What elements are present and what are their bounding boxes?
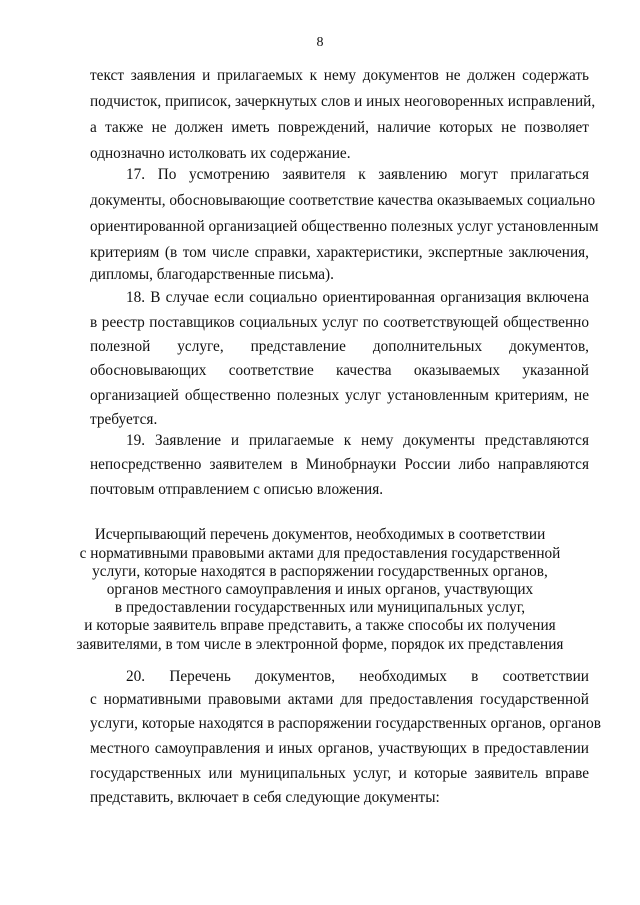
text-line: государственных или муниципальных услуг, и которые заявитель вправе	[90, 765, 589, 782]
text-line: в реестр поставщиков социальных услуг по соответствующей общественно	[90, 314, 589, 331]
text-line: представить, включает в себя следующие документы:	[90, 789, 440, 806]
page-number: 8	[316, 35, 324, 50]
text-line: организацией общественно полезных услуг установленным критериям, не	[90, 387, 589, 404]
section-heading-line: органов местного самоуправления и иных органов, участвующих	[106, 581, 534, 598]
paragraph-19-first-line: 19. Заявление и прилагаемые к нему документы представляются	[126, 432, 589, 449]
text-line: документы, обосновывающие соответствие качества оказываемых социально	[90, 192, 596, 209]
text-line: полезной услуге, представление дополнительных документов,	[90, 338, 589, 355]
section-heading-line: Исчерпывающий перечень документов, необходимых в соответствии	[94, 526, 546, 543]
text-line: услуги, которые находятся в распоряжении государственных органов, органов	[90, 715, 601, 732]
text-line: однозначно истолковать их содержание.	[90, 145, 351, 162]
text-line: а также не должен иметь повреждений, наличие которых не позволяет	[90, 119, 589, 136]
text-line: подчисток, приписок, зачеркнутых слов и иных неоговоренных исправлений,	[90, 93, 596, 110]
section-heading-line: с нормативными правовыми актами для предоставления государственной	[79, 545, 561, 562]
paragraph-17-first-line: 17. По усмотрению заявителя к заявлению могут прилагаться	[126, 166, 589, 183]
section-heading-line: заявителями, в том числе в электронной форме, порядок их представления	[76, 636, 564, 653]
text-line: непосредственно заявителем в Минобрнауки России либо направляются	[90, 456, 589, 473]
paragraph-18-first-line: 18. В случае если социально ориентированная организация включена	[126, 289, 589, 306]
text-line: обосновывающих соответствие качества оказываемых указанной	[90, 362, 589, 379]
section-heading-line: и которые заявитель вправе представить, а также способы их получения	[84, 617, 556, 634]
paragraph-20-first-line: 20. Перечень документов, необходимых в соответствии	[126, 668, 589, 685]
text-line: с нормативными правовыми актами для предоставления государственной	[90, 691, 589, 708]
section-heading-line: в предоставлении государственных или муниципальных услуг,	[114, 599, 526, 616]
text-line: критериям (в том числе справки, характеристики, экспертные заключения,	[90, 244, 589, 261]
section-heading-line: услуги, которые находятся в распоряжении государственных органов,	[92, 563, 548, 580]
text-line: местного самоуправления и иных органов, участвующих в предоставлении	[90, 740, 589, 757]
text-line: дипломы, благодарственные письма).	[90, 266, 334, 283]
text-line: ориентированной организацией общественно полезных услуг установленным	[90, 218, 599, 235]
text-line: текст заявления и прилагаемых к нему документов не должен содержать	[90, 67, 589, 84]
text-line: почтовым отправлением с описью вложения.	[90, 481, 384, 498]
text-line: требуется.	[90, 411, 158, 428]
